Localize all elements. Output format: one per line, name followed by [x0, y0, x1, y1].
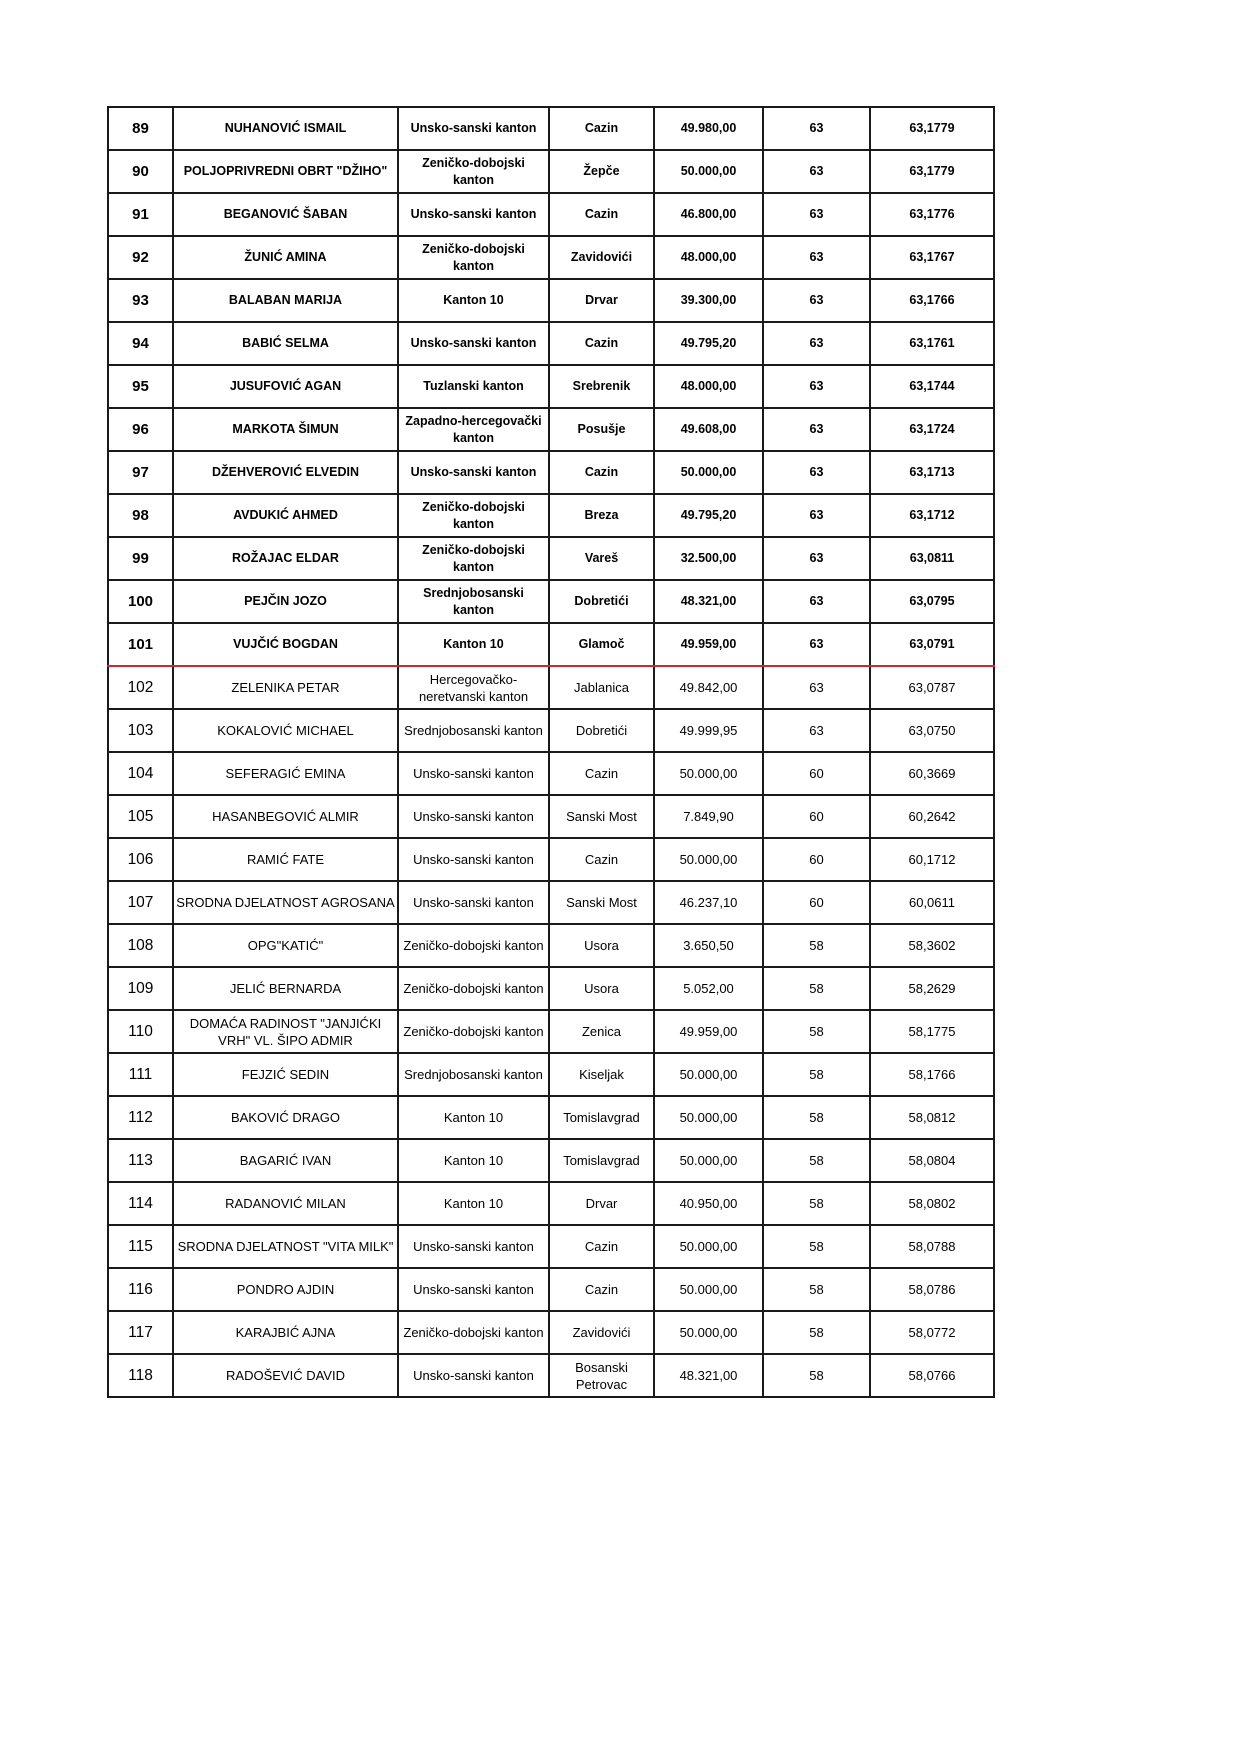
applicant-name-cell: HASANBEGOVIĆ ALMIR	[173, 795, 398, 838]
table-row	[108, 838, 994, 881]
points-cell: 63	[763, 236, 870, 279]
municipality-cell: Vareš	[549, 537, 654, 580]
rank-cell: 114	[108, 1182, 173, 1225]
table-row	[108, 1010, 994, 1053]
rank-cell: 90	[108, 150, 173, 193]
amount-cell: 50.000,00	[654, 1225, 763, 1268]
amount-cell: 5.052,00	[654, 967, 763, 1010]
score-cell: 58,1775	[870, 1010, 994, 1053]
municipality-cell: Usora	[549, 924, 654, 967]
points-cell: 63	[763, 365, 870, 408]
municipality-cell: Tomislavgrad	[549, 1139, 654, 1182]
points-cell: 63	[763, 709, 870, 752]
rank-cell: 116	[108, 1268, 173, 1311]
rank-cell: 95	[108, 365, 173, 408]
rank-cell: 89	[108, 107, 173, 150]
rank-cell: 101	[108, 623, 173, 666]
amount-cell: 49.842,00	[654, 666, 763, 709]
rank-cell: 102	[108, 666, 173, 709]
amount-cell: 50.000,00	[654, 1311, 763, 1354]
points-cell: 60	[763, 795, 870, 838]
applicant-name-cell: ROŽAJAC ELDAR	[173, 537, 398, 580]
rank-cell: 100	[108, 580, 173, 623]
rank-cell: 112	[108, 1096, 173, 1139]
applicant-name-cell: SRODNA DJELATNOST "VITA MILK"	[173, 1225, 398, 1268]
score-cell: 63,0787	[870, 666, 994, 709]
rank-cell: 118	[108, 1354, 173, 1397]
amount-cell: 48.321,00	[654, 580, 763, 623]
amount-cell: 50.000,00	[654, 838, 763, 881]
applicant-name-cell: BAKOVIĆ DRAGO	[173, 1096, 398, 1139]
canton-cell: Unsko-sanski kanton	[398, 1268, 549, 1311]
applicant-name-cell: RADANOVIĆ MILAN	[173, 1182, 398, 1225]
points-cell: 58	[763, 1354, 870, 1397]
score-cell: 63,1713	[870, 451, 994, 494]
canton-cell: Unsko-sanski kanton	[398, 881, 549, 924]
table-row	[108, 107, 994, 150]
table-row	[108, 322, 994, 365]
amount-cell: 46.237,10	[654, 881, 763, 924]
canton-cell: Unsko-sanski kanton	[398, 752, 549, 795]
municipality-cell: Glamoč	[549, 623, 654, 666]
points-cell: 60	[763, 838, 870, 881]
table-row	[108, 795, 994, 838]
table-row	[108, 1096, 994, 1139]
ranking-table-body	[108, 107, 994, 1397]
amount-cell: 48.000,00	[654, 365, 763, 408]
rank-cell: 104	[108, 752, 173, 795]
canton-cell: Unsko-sanski kanton	[398, 322, 549, 365]
applicant-name-cell: DŽEHVEROVIĆ ELVEDIN	[173, 451, 398, 494]
rank-cell: 109	[108, 967, 173, 1010]
canton-cell: Unsko-sanski kanton	[398, 1225, 549, 1268]
rank-cell: 98	[108, 494, 173, 537]
municipality-cell: Jablanica	[549, 666, 654, 709]
applicant-name-cell: RADOŠEVIĆ DAVID	[173, 1354, 398, 1397]
canton-cell: Tuzlanski kanton	[398, 365, 549, 408]
table-row	[108, 193, 994, 236]
table-row	[108, 666, 994, 709]
applicant-name-cell: SEFERAGIĆ EMINA	[173, 752, 398, 795]
canton-cell: Zeničko-dobojski kanton	[398, 494, 549, 537]
applicant-name-cell: PEJČIN JOZO	[173, 580, 398, 623]
score-cell: 63,0791	[870, 623, 994, 666]
municipality-cell: Cazin	[549, 451, 654, 494]
applicant-name-cell: BALABAN MARIJA	[173, 279, 398, 322]
score-cell: 60,2642	[870, 795, 994, 838]
municipality-cell: Sanski Most	[549, 795, 654, 838]
municipality-cell: Žepče	[549, 150, 654, 193]
rank-cell: 94	[108, 322, 173, 365]
points-cell: 60	[763, 881, 870, 924]
rank-cell: 99	[108, 537, 173, 580]
amount-cell: 7.849,90	[654, 795, 763, 838]
canton-cell: Zeničko-dobojski kanton	[398, 924, 549, 967]
points-cell: 63	[763, 623, 870, 666]
canton-cell: Kanton 10	[398, 623, 549, 666]
rank-cell: 91	[108, 193, 173, 236]
amount-cell: 3.650,50	[654, 924, 763, 967]
points-cell: 63	[763, 537, 870, 580]
table-row	[108, 1268, 994, 1311]
table-row-cutoff	[108, 623, 994, 666]
canton-cell: Hercegovačko-neretvanski kanton	[398, 666, 549, 709]
amount-cell: 50.000,00	[654, 150, 763, 193]
score-cell: 63,0811	[870, 537, 994, 580]
rank-cell: 92	[108, 236, 173, 279]
municipality-cell: Breza	[549, 494, 654, 537]
municipality-cell: Cazin	[549, 322, 654, 365]
canton-cell: Kanton 10	[398, 1096, 549, 1139]
score-cell: 58,0786	[870, 1268, 994, 1311]
score-cell: 58,3602	[870, 924, 994, 967]
applicant-name-cell: RAMIĆ FATE	[173, 838, 398, 881]
canton-cell: Unsko-sanski kanton	[398, 451, 549, 494]
municipality-cell: Posušje	[549, 408, 654, 451]
canton-cell: Unsko-sanski kanton	[398, 1354, 549, 1397]
rank-cell: 111	[108, 1053, 173, 1096]
municipality-cell: Srebrenik	[549, 365, 654, 408]
amount-cell: 32.500,00	[654, 537, 763, 580]
points-cell: 63	[763, 193, 870, 236]
points-cell: 63	[763, 279, 870, 322]
amount-cell: 50.000,00	[654, 752, 763, 795]
rank-cell: 105	[108, 795, 173, 838]
table-row	[108, 494, 994, 537]
applicant-name-cell: FEJZIĆ SEDIN	[173, 1053, 398, 1096]
municipality-cell: Kiseljak	[549, 1053, 654, 1096]
table-row	[108, 1354, 994, 1397]
table-row	[108, 881, 994, 924]
table-row	[108, 451, 994, 494]
amount-cell: 49.795,20	[654, 494, 763, 537]
applicant-name-cell: BEGANOVIĆ ŠABAN	[173, 193, 398, 236]
canton-cell: Srednjobosanski kanton	[398, 580, 549, 623]
points-cell: 58	[763, 1053, 870, 1096]
amount-cell: 46.800,00	[654, 193, 763, 236]
amount-cell: 48.321,00	[654, 1354, 763, 1397]
amount-cell: 40.950,00	[654, 1182, 763, 1225]
municipality-cell: Zavidovići	[549, 1311, 654, 1354]
canton-cell: Kanton 10	[398, 279, 549, 322]
applicant-name-cell: OPG"KATIĆ"	[173, 924, 398, 967]
applicant-name-cell: BAGARIĆ IVAN	[173, 1139, 398, 1182]
canton-cell: Zeničko-dobojski kanton	[398, 1311, 549, 1354]
table-row	[108, 279, 994, 322]
table-row	[108, 150, 994, 193]
score-cell: 63,1766	[870, 279, 994, 322]
applicant-name-cell: AVDUKIĆ AHMED	[173, 494, 398, 537]
table-row	[108, 709, 994, 752]
score-cell: 63,0750	[870, 709, 994, 752]
applicant-name-cell: VUJČIĆ BOGDAN	[173, 623, 398, 666]
score-cell: 58,0766	[870, 1354, 994, 1397]
amount-cell: 50.000,00	[654, 1139, 763, 1182]
score-cell: 63,1744	[870, 365, 994, 408]
points-cell: 63	[763, 451, 870, 494]
points-cell: 63	[763, 580, 870, 623]
municipality-cell: Drvar	[549, 279, 654, 322]
ranking-table	[107, 106, 995, 1398]
points-cell: 63	[763, 150, 870, 193]
applicant-name-cell: MARKOTA ŠIMUN	[173, 408, 398, 451]
amount-cell: 49.795,20	[654, 322, 763, 365]
canton-cell: Zeničko-dobojski kanton	[398, 1010, 549, 1053]
rank-cell: 113	[108, 1139, 173, 1182]
table-row	[108, 408, 994, 451]
points-cell: 63	[763, 322, 870, 365]
applicant-name-cell: SRODNA DJELATNOST AGROSANA	[173, 881, 398, 924]
table-row	[108, 1139, 994, 1182]
score-cell: 58,0788	[870, 1225, 994, 1268]
municipality-cell: Usora	[549, 967, 654, 1010]
points-cell: 58	[763, 1010, 870, 1053]
table-row	[108, 967, 994, 1010]
canton-cell: Zeničko-dobojski kanton	[398, 537, 549, 580]
rank-cell: 110	[108, 1010, 173, 1053]
canton-cell: Kanton 10	[398, 1182, 549, 1225]
canton-cell: Srednjobosanski kanton	[398, 1053, 549, 1096]
applicant-name-cell: DOMAĆA RADINOST "JANJIĆKI VRH" VL. ŠIPO ADMIR	[173, 1010, 398, 1053]
points-cell: 60	[763, 752, 870, 795]
applicant-name-cell: ŽUNIĆ AMINA	[173, 236, 398, 279]
applicant-name-cell: BABIĆ SELMA	[173, 322, 398, 365]
municipality-cell: Drvar	[549, 1182, 654, 1225]
amount-cell: 50.000,00	[654, 451, 763, 494]
score-cell: 58,1766	[870, 1053, 994, 1096]
points-cell: 58	[763, 1139, 870, 1182]
points-cell: 58	[763, 1225, 870, 1268]
municipality-cell: Cazin	[549, 752, 654, 795]
canton-cell: Unsko-sanski kanton	[398, 795, 549, 838]
canton-cell: Unsko-sanski kanton	[398, 193, 549, 236]
score-cell: 58,0804	[870, 1139, 994, 1182]
table-row	[108, 1311, 994, 1354]
rank-cell: 106	[108, 838, 173, 881]
rank-cell: 108	[108, 924, 173, 967]
canton-cell: Zeničko-dobojski kanton	[398, 236, 549, 279]
score-cell: 60,0611	[870, 881, 994, 924]
municipality-cell: Dobretići	[549, 580, 654, 623]
municipality-cell: Bosanski Petrovac	[549, 1354, 654, 1397]
amount-cell: 50.000,00	[654, 1053, 763, 1096]
score-cell: 63,1724	[870, 408, 994, 451]
score-cell: 63,1767	[870, 236, 994, 279]
canton-cell: Unsko-sanski kanton	[398, 107, 549, 150]
municipality-cell: Cazin	[549, 107, 654, 150]
score-cell: 63,1779	[870, 150, 994, 193]
points-cell: 58	[763, 924, 870, 967]
table-row	[108, 752, 994, 795]
amount-cell: 39.300,00	[654, 279, 763, 322]
applicant-name-cell: PONDRO AJDIN	[173, 1268, 398, 1311]
table-row	[108, 924, 994, 967]
rank-cell: 96	[108, 408, 173, 451]
score-cell: 63,1712	[870, 494, 994, 537]
amount-cell: 50.000,00	[654, 1096, 763, 1139]
canton-cell: Kanton 10	[398, 1139, 549, 1182]
municipality-cell: Dobretići	[549, 709, 654, 752]
table-row	[108, 537, 994, 580]
rank-cell: 115	[108, 1225, 173, 1268]
rank-cell: 97	[108, 451, 173, 494]
table-row	[108, 580, 994, 623]
amount-cell: 48.000,00	[654, 236, 763, 279]
rank-cell: 93	[108, 279, 173, 322]
municipality-cell: Cazin	[549, 1268, 654, 1311]
points-cell: 63	[763, 408, 870, 451]
points-cell: 58	[763, 1311, 870, 1354]
applicant-name-cell: KARAJBIĆ AJNA	[173, 1311, 398, 1354]
municipality-cell: Cazin	[549, 838, 654, 881]
table-row	[108, 1182, 994, 1225]
applicant-name-cell: NUHANOVIĆ ISMAIL	[173, 107, 398, 150]
municipality-cell: Cazin	[549, 1225, 654, 1268]
canton-cell: Zapadno-hercegovački kanton	[398, 408, 549, 451]
applicant-name-cell: ZELENIKA PETAR	[173, 666, 398, 709]
canton-cell: Unsko-sanski kanton	[398, 838, 549, 881]
points-cell: 63	[763, 666, 870, 709]
applicant-name-cell: JELIĆ BERNARDA	[173, 967, 398, 1010]
score-cell: 58,0772	[870, 1311, 994, 1354]
score-cell: 63,1776	[870, 193, 994, 236]
score-cell: 63,0795	[870, 580, 994, 623]
amount-cell: 49.608,00	[654, 408, 763, 451]
score-cell: 63,1761	[870, 322, 994, 365]
score-cell: 60,1712	[870, 838, 994, 881]
municipality-cell: Sanski Most	[549, 881, 654, 924]
table-row	[108, 1053, 994, 1096]
points-cell: 63	[763, 107, 870, 150]
amount-cell: 49.999,95	[654, 709, 763, 752]
canton-cell: Srednjobosanski kanton	[398, 709, 549, 752]
score-cell: 60,3669	[870, 752, 994, 795]
rank-cell: 117	[108, 1311, 173, 1354]
amount-cell: 49.959,00	[654, 623, 763, 666]
rank-cell: 107	[108, 881, 173, 924]
canton-cell: Zeničko-dobojski kanton	[398, 150, 549, 193]
points-cell: 58	[763, 967, 870, 1010]
municipality-cell: Tomislavgrad	[549, 1096, 654, 1139]
amount-cell: 49.959,00	[654, 1010, 763, 1053]
points-cell: 58	[763, 1268, 870, 1311]
table-row	[108, 365, 994, 408]
points-cell: 63	[763, 494, 870, 537]
rank-cell: 103	[108, 709, 173, 752]
municipality-cell: Zenica	[549, 1010, 654, 1053]
amount-cell: 50.000,00	[654, 1268, 763, 1311]
points-cell: 58	[763, 1096, 870, 1139]
canton-cell: Zeničko-dobojski kanton	[398, 967, 549, 1010]
applicant-name-cell: POLJOPRIVREDNI OBRT "DŽIHO"	[173, 150, 398, 193]
table-row	[108, 236, 994, 279]
municipality-cell: Cazin	[549, 193, 654, 236]
score-cell: 58,0802	[870, 1182, 994, 1225]
table-row	[108, 1225, 994, 1268]
applicant-name-cell: KOKALOVIĆ MICHAEL	[173, 709, 398, 752]
score-cell: 58,2629	[870, 967, 994, 1010]
score-cell: 58,0812	[870, 1096, 994, 1139]
amount-cell: 49.980,00	[654, 107, 763, 150]
municipality-cell: Zavidovići	[549, 236, 654, 279]
applicant-name-cell: JUSUFOVIĆ AGAN	[173, 365, 398, 408]
score-cell: 63,1779	[870, 107, 994, 150]
points-cell: 58	[763, 1182, 870, 1225]
